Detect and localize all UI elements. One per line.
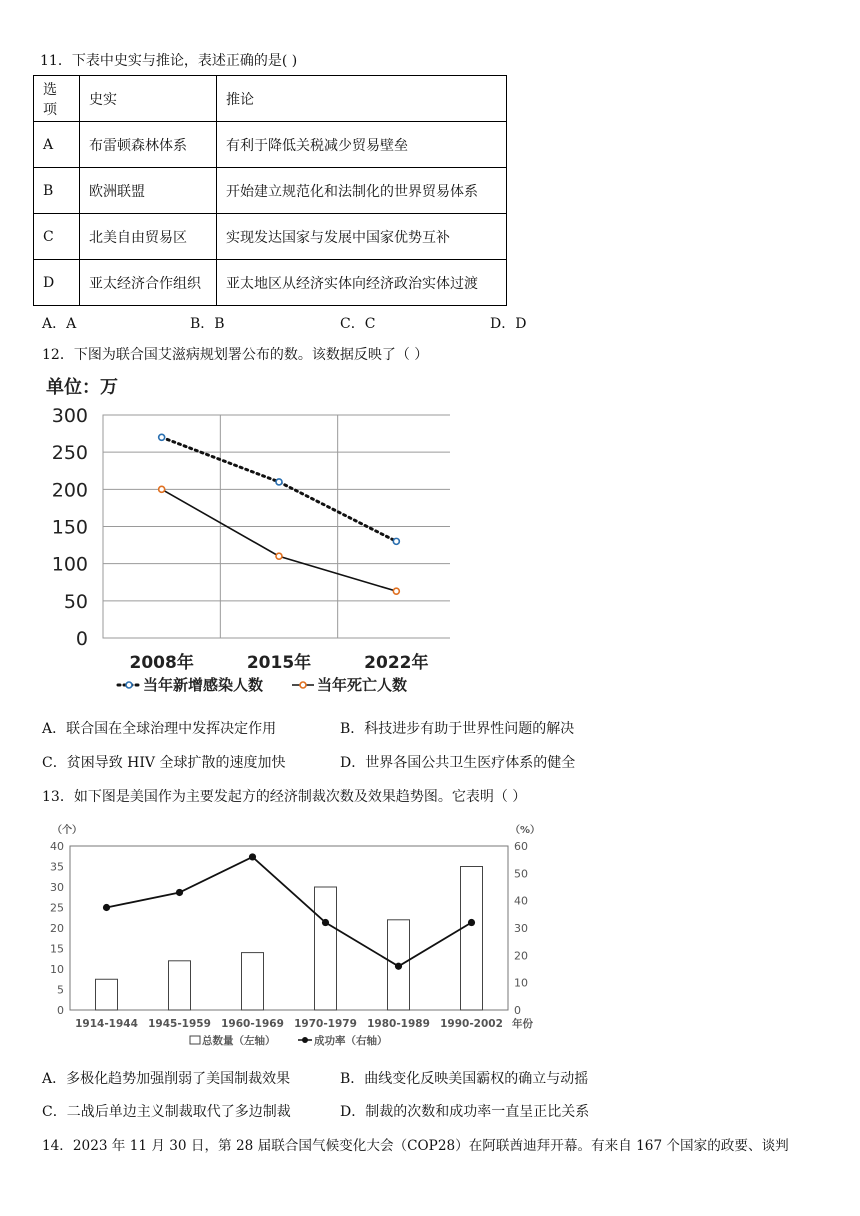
q12-option-a[interactable]: A．联合国在全球治理中发挥决定作用 (42, 721, 277, 737)
table-row (34, 260, 507, 306)
header-cell: 史实 (80, 76, 217, 122)
x-tick-label: 1960-1969 (221, 1018, 284, 1030)
data-point (393, 538, 399, 544)
q11-option-d[interactable]: D．D (490, 316, 527, 332)
y-right-tick-label: 20 (514, 949, 528, 963)
data-point (393, 588, 399, 594)
table-cell: 实现发达国家与发展中国家优势互补 (217, 214, 507, 260)
x-tick-label: 1970-1979 (294, 1018, 357, 1030)
bar (461, 867, 483, 1011)
data-point (468, 919, 475, 926)
q13-option-a[interactable]: A．多极化趋势加强削弱了美国制裁效果 (42, 1071, 291, 1087)
y-tick-label: 150 (51, 516, 88, 539)
q12-option-d[interactable]: D．世界各国公共卫生医疗体系的健全 (340, 755, 576, 771)
q11-table (33, 75, 507, 306)
table-cell: 有利于降低关税减少贸易壁垒 (217, 122, 507, 168)
q11-option-c[interactable]: C．C (340, 316, 376, 332)
table-cell: B (34, 168, 80, 214)
legend-label: 当年死亡人数 (317, 676, 408, 694)
q13-stem: 13．如下图是美国作为主要发起方的经济制裁次数及效果趋势图。它表明（ ） (42, 789, 527, 805)
y-right-tick-label: 50 (514, 867, 528, 881)
sanctions-combo-chart (40, 818, 560, 1054)
y-left-tick-label: 10 (50, 963, 64, 976)
q13-option-c[interactable]: C．二战后单边主义制裁取代了多边制裁 (42, 1104, 291, 1120)
legend-label: 成功率（右轴） (314, 1035, 388, 1047)
legend-marker (300, 682, 306, 688)
table-cell: A (34, 122, 80, 168)
y-left-tick-label: 25 (50, 901, 64, 915)
y-left-tick-label: 35 (50, 860, 64, 874)
table-cell: 北美自由贸易区 (80, 214, 217, 260)
y-right-tick-label: 10 (514, 976, 528, 990)
y-tick-label: 50 (63, 590, 88, 613)
y-left-unit: （个） (52, 825, 82, 836)
data-point (159, 486, 165, 492)
aids-line-chart (30, 370, 450, 710)
bar (96, 979, 118, 1010)
series-line-2 (162, 489, 397, 591)
legend-swatch (190, 1036, 200, 1044)
x-tick-label: 2022年 (364, 653, 429, 673)
x-tick-label: 2008年 (129, 653, 194, 673)
q12-option-b[interactable]: B．科技进步有助于世界性问题的解决 (340, 721, 575, 737)
y-right-unit: （%） (510, 825, 541, 836)
y-right-tick-label: 0 (514, 1004, 521, 1017)
table-cell: D (34, 260, 80, 306)
y-tick-label: 200 (51, 479, 88, 502)
y-tick-label: 250 (51, 442, 88, 465)
q13-option-d[interactable]: D．制裁的次数和成功率一直呈正比关系 (340, 1104, 590, 1120)
x-axis-label: 年份 (512, 1018, 533, 1030)
bar (169, 961, 191, 1010)
bar (242, 953, 264, 1010)
y-tick-label: 100 (51, 553, 88, 576)
y-tick-label: 0 (75, 628, 88, 650)
y-left-tick-label: 0 (57, 1004, 64, 1017)
header-cell: 选项 (34, 76, 80, 122)
q11-option-b[interactable]: B．B (190, 316, 225, 332)
q12-option-c[interactable]: C．贫困导致 HIV 全球扩散的速度加快 (42, 755, 286, 771)
x-tick-label: 1945-1959 (148, 1018, 211, 1030)
success-rate-line (107, 857, 472, 966)
table-row (34, 168, 507, 214)
table-row (34, 122, 507, 168)
y-right-tick-label: 60 (514, 840, 528, 853)
data-point (276, 479, 282, 485)
header-cell: 推论 (217, 76, 507, 122)
data-point (322, 919, 329, 926)
table-cell: 布雷顿森林体系 (80, 122, 217, 168)
x-tick-label: 2015年 (246, 653, 312, 673)
table-cell: 开始建立规范化和法制化的世界贸易体系 (217, 168, 507, 214)
legend-label: 总数量（左轴） (202, 1035, 276, 1047)
x-tick-label: 1980-1989 (367, 1018, 430, 1030)
table-row (34, 214, 507, 260)
legend-label: 当年新增感染人数 (143, 676, 264, 694)
table-cell: 亚太地区从经济实体向经济政治实体过渡 (217, 260, 507, 306)
data-point (395, 963, 402, 970)
y-left-tick-label: 20 (50, 922, 64, 935)
y-right-tick-label: 40 (514, 894, 528, 908)
data-point (249, 853, 256, 860)
data-point (276, 553, 282, 559)
x-tick-label: 1990-2002 (440, 1018, 503, 1030)
y-left-tick-label: 15 (50, 942, 64, 956)
data-point (159, 434, 165, 440)
y-left-tick-label: 40 (50, 840, 64, 853)
table-cell: 亚太经济合作组织 (80, 260, 217, 306)
legend-marker (302, 1037, 308, 1043)
q11-stem: 11．下表中史实与推论，表述正确的是( ) (40, 53, 298, 69)
q12-stem: 12．下图为联合国艾滋病规划署公布的数。该数据反映了（ ） (42, 347, 429, 363)
table-cell: C (34, 214, 80, 260)
q13-option-b[interactable]: B．曲线变化反映美国霸权的确立与动摇 (340, 1071, 589, 1087)
x-tick-label: 1914-1944 (75, 1018, 138, 1030)
legend-marker (126, 682, 132, 688)
table-cell: 欧洲联盟 (80, 168, 217, 214)
plot-frame (70, 846, 508, 1010)
chart-title: 单位：万 (46, 377, 118, 398)
y-left-tick-label: 30 (50, 881, 64, 894)
q14-stem: 14．2023 年 11 月 30 日，第 28 届联合国气候变化大会（COP28）在阿联酋迪拜开幕。有来自 167 个国家的政要、谈判 (42, 1138, 789, 1154)
y-tick-label: 300 (51, 405, 88, 427)
y-right-tick-label: 30 (514, 922, 528, 935)
bar (315, 887, 337, 1010)
y-left-tick-label: 5 (57, 983, 64, 997)
data-point (176, 889, 183, 896)
data-point (103, 904, 110, 911)
table-header-row (34, 76, 507, 122)
q11-option-a[interactable]: A．A (42, 316, 77, 332)
